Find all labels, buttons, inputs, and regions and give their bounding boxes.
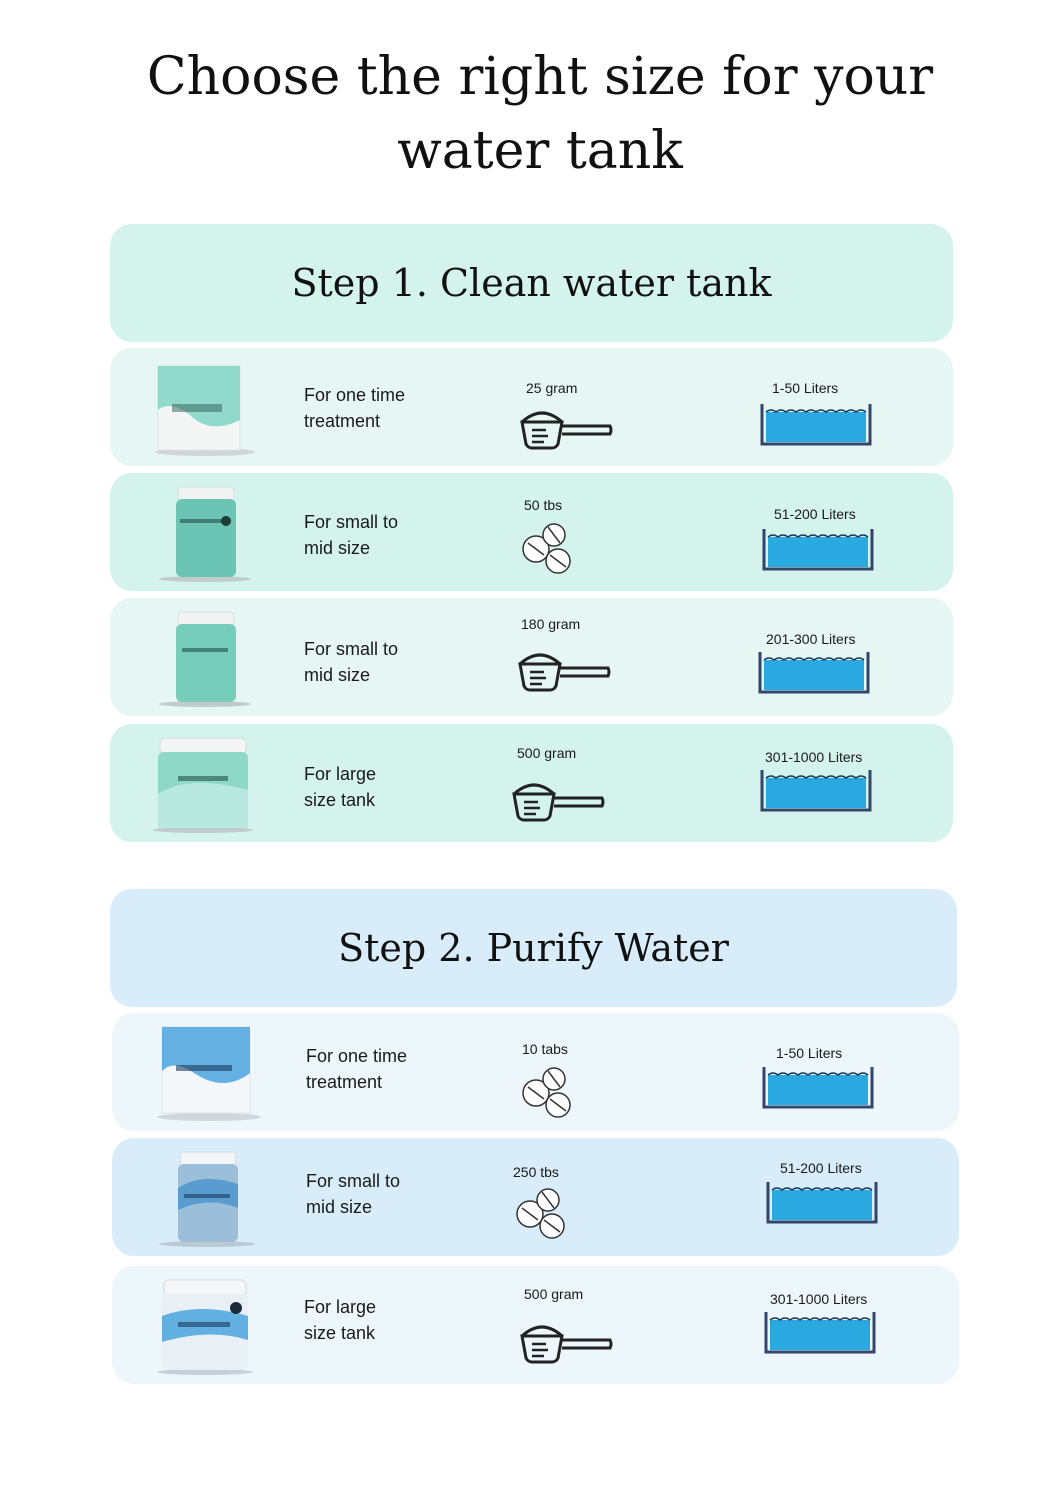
step2-row-1 [112,1013,959,1131]
scoop-icon [518,404,614,450]
jar-product-image [152,1148,262,1248]
row-volume: 1-50 Liters [776,1045,843,1061]
row-volume: 51-200 Liters [774,506,856,522]
water-tank-icon [760,768,872,812]
row-description: For one time treatment [304,385,406,431]
jar-product-image [150,608,260,708]
tub-product-image [148,734,258,834]
step2-heading-band [110,889,957,1007]
tablets-icon [512,1186,572,1242]
row-volume: 1-50 Liters [772,380,839,396]
step1-row-1 [110,348,953,466]
water-tank-icon [764,1310,876,1354]
water-tank-icon [760,402,872,446]
row-volume: 51-200 Liters [780,1160,862,1176]
tablets-icon [518,521,578,577]
row-amount: 25 gram [526,380,578,396]
page-title [0,40,1059,188]
step2-row-3 [112,1266,959,1384]
row-volume: 301-1000 Liters [765,749,863,765]
tub-product-image [150,1276,260,1376]
row-volume: 201-300 Liters [766,631,856,647]
row-description: For large size tank [304,764,377,810]
tablets-icon [518,1065,578,1121]
row-description: For small to mid size [304,639,399,685]
row-description: For one time treatment [306,1046,408,1092]
title-line-2: water tank [397,121,683,181]
water-tank-icon [762,527,874,571]
step2-heading: Step 2. Purify Water [338,926,729,970]
row-description: For large size tank [304,1297,377,1343]
step1-row-3 [110,598,953,716]
step1-row-4 [110,724,953,842]
row-amount: 250 tbs [513,1164,559,1180]
water-tank-icon [758,650,870,694]
step1-row-2 [110,473,953,591]
row-amount: 180 gram [521,616,581,632]
step1-heading-band [110,224,953,342]
row-amount: 10 tabs [522,1041,568,1057]
water-tank-icon [766,1180,878,1224]
row-description: For small to mid size [306,1171,401,1217]
row-amount: 50 tbs [524,497,563,513]
sachet-product-image [150,360,260,460]
scoop-icon [518,1318,614,1364]
row-amount: 500 gram [524,1286,584,1302]
step2-row-2 [112,1138,959,1256]
scoop-icon [510,776,606,822]
water-tank-icon [762,1065,874,1109]
sachet-product-image [154,1023,264,1123]
row-amount: 500 gram [517,745,577,761]
scoop-icon [516,646,612,692]
step1-heading: Step 1. Clean water tank [291,261,772,305]
row-description: For small to mid size [304,512,399,558]
row-volume: 301-1000 Liters [770,1291,868,1307]
title-line-1: Choose the right size for your [146,47,934,107]
jar-product-image [150,483,260,583]
